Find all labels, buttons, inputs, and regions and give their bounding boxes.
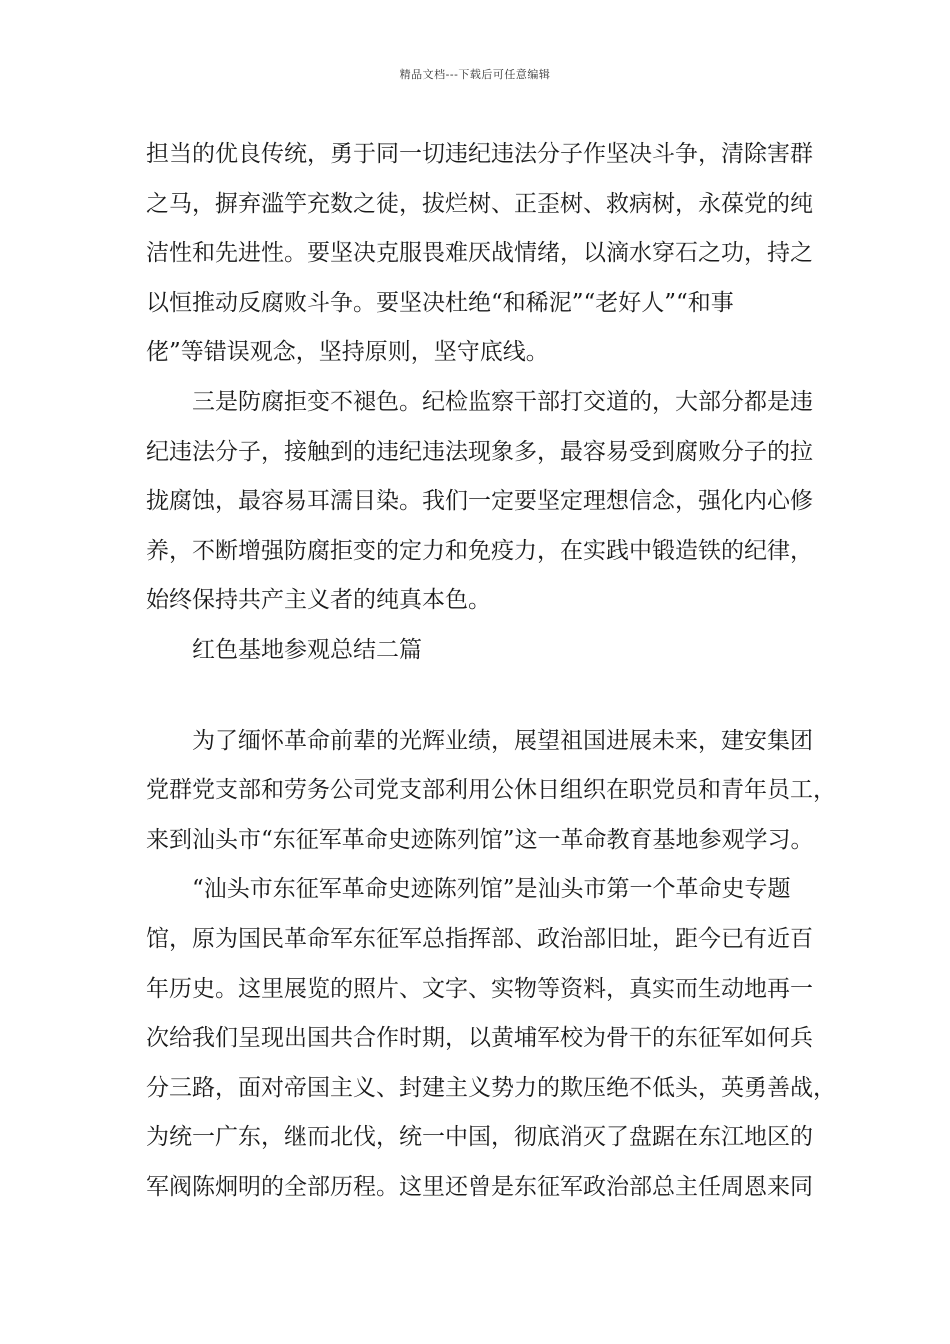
- text-line: 为了缅怀革命前辈的光辉业绩，展望祖国进展未来，建安集团: [192, 727, 813, 754]
- text-line: 拢腐蚀，最容易耳濡目染。我们一定要坚定理想信念，强化内心修: [146, 488, 813, 515]
- text-line: “汕头市东征军革命史迹陈列馆”是汕头市第一个革命史专题: [192, 876, 791, 903]
- text-line: 以恒推动反腐败斗争。要坚决杜绝“和稀泥”“老好人”“和事: [146, 289, 734, 316]
- text-line: 军阀陈炯明的全部历程。这里还曾是东征军政治部总主任周恩来同: [146, 1173, 813, 1200]
- paragraph: [146, 717, 836, 866]
- text-line: 养，不断增强防腐拒变的定力和免疫力，在实践中锻造铁的纪律，: [146, 537, 813, 564]
- text-line: 佬”等错误观念，坚持原则，坚守底线。: [146, 339, 549, 366]
- text-line: 洁性和先进性。要坚决克服畏难厌战情绪，以滴水穿石之功，持之: [146, 240, 813, 267]
- paragraph: [146, 865, 836, 1212]
- text-line: 来到汕头市“东征军革命史迹陈列馆”这一革命教育基地参观学习。: [146, 826, 814, 853]
- spacer: [146, 676, 816, 717]
- text-line: 分三路，面对帝国主义、封建主义势力的欺压绝不低头，英勇善战，: [146, 1074, 836, 1101]
- page-header: 精品文档---下载后可任意编辑: [399, 68, 551, 81]
- text-line: 始终保持共产主义者的纯真本色。: [146, 587, 491, 614]
- text-line: 纪违法分子，接触到的违纪违法现象多，最容易受到腐败分子的拉: [146, 438, 813, 465]
- text-line: 之马，摒弃滥竽充数之徒，拔烂树、正歪树、救病树，永葆党的纯: [146, 190, 813, 217]
- text-line: 馆，原为国民革命军东征军总指挥部、政治部旧址，距今已有近百: [146, 925, 813, 952]
- paragraph: [146, 130, 816, 378]
- heading-line: 红色基地参观总结二篇: [192, 636, 422, 663]
- text-line: 党群党支部和劳务公司党支部利用公休日组织在职党员和青年员工，: [146, 777, 836, 804]
- text-line: 担当的优良传统，勇于同一切违纪违法分子作坚决斗争，清除害群: [146, 141, 813, 167]
- text-line: 年历史。这里展览的照片、文字、实物等资料，真实而生动地再一: [146, 975, 813, 1002]
- document-body: [146, 130, 836, 1212]
- section-heading: [146, 626, 816, 676]
- text-line: 次给我们呈现出国共合作时期，以黄埔军校为骨干的东征军如何兵: [146, 1025, 813, 1052]
- paragraph: [146, 378, 816, 626]
- text-line: 三是防腐拒变不褪色。纪检监察干部打交道的，大部分都是违: [192, 388, 813, 415]
- text-line: 为统一广东，继而北伐，统一中国，彻底消灭了盘踞在东江地区的: [146, 1124, 813, 1151]
